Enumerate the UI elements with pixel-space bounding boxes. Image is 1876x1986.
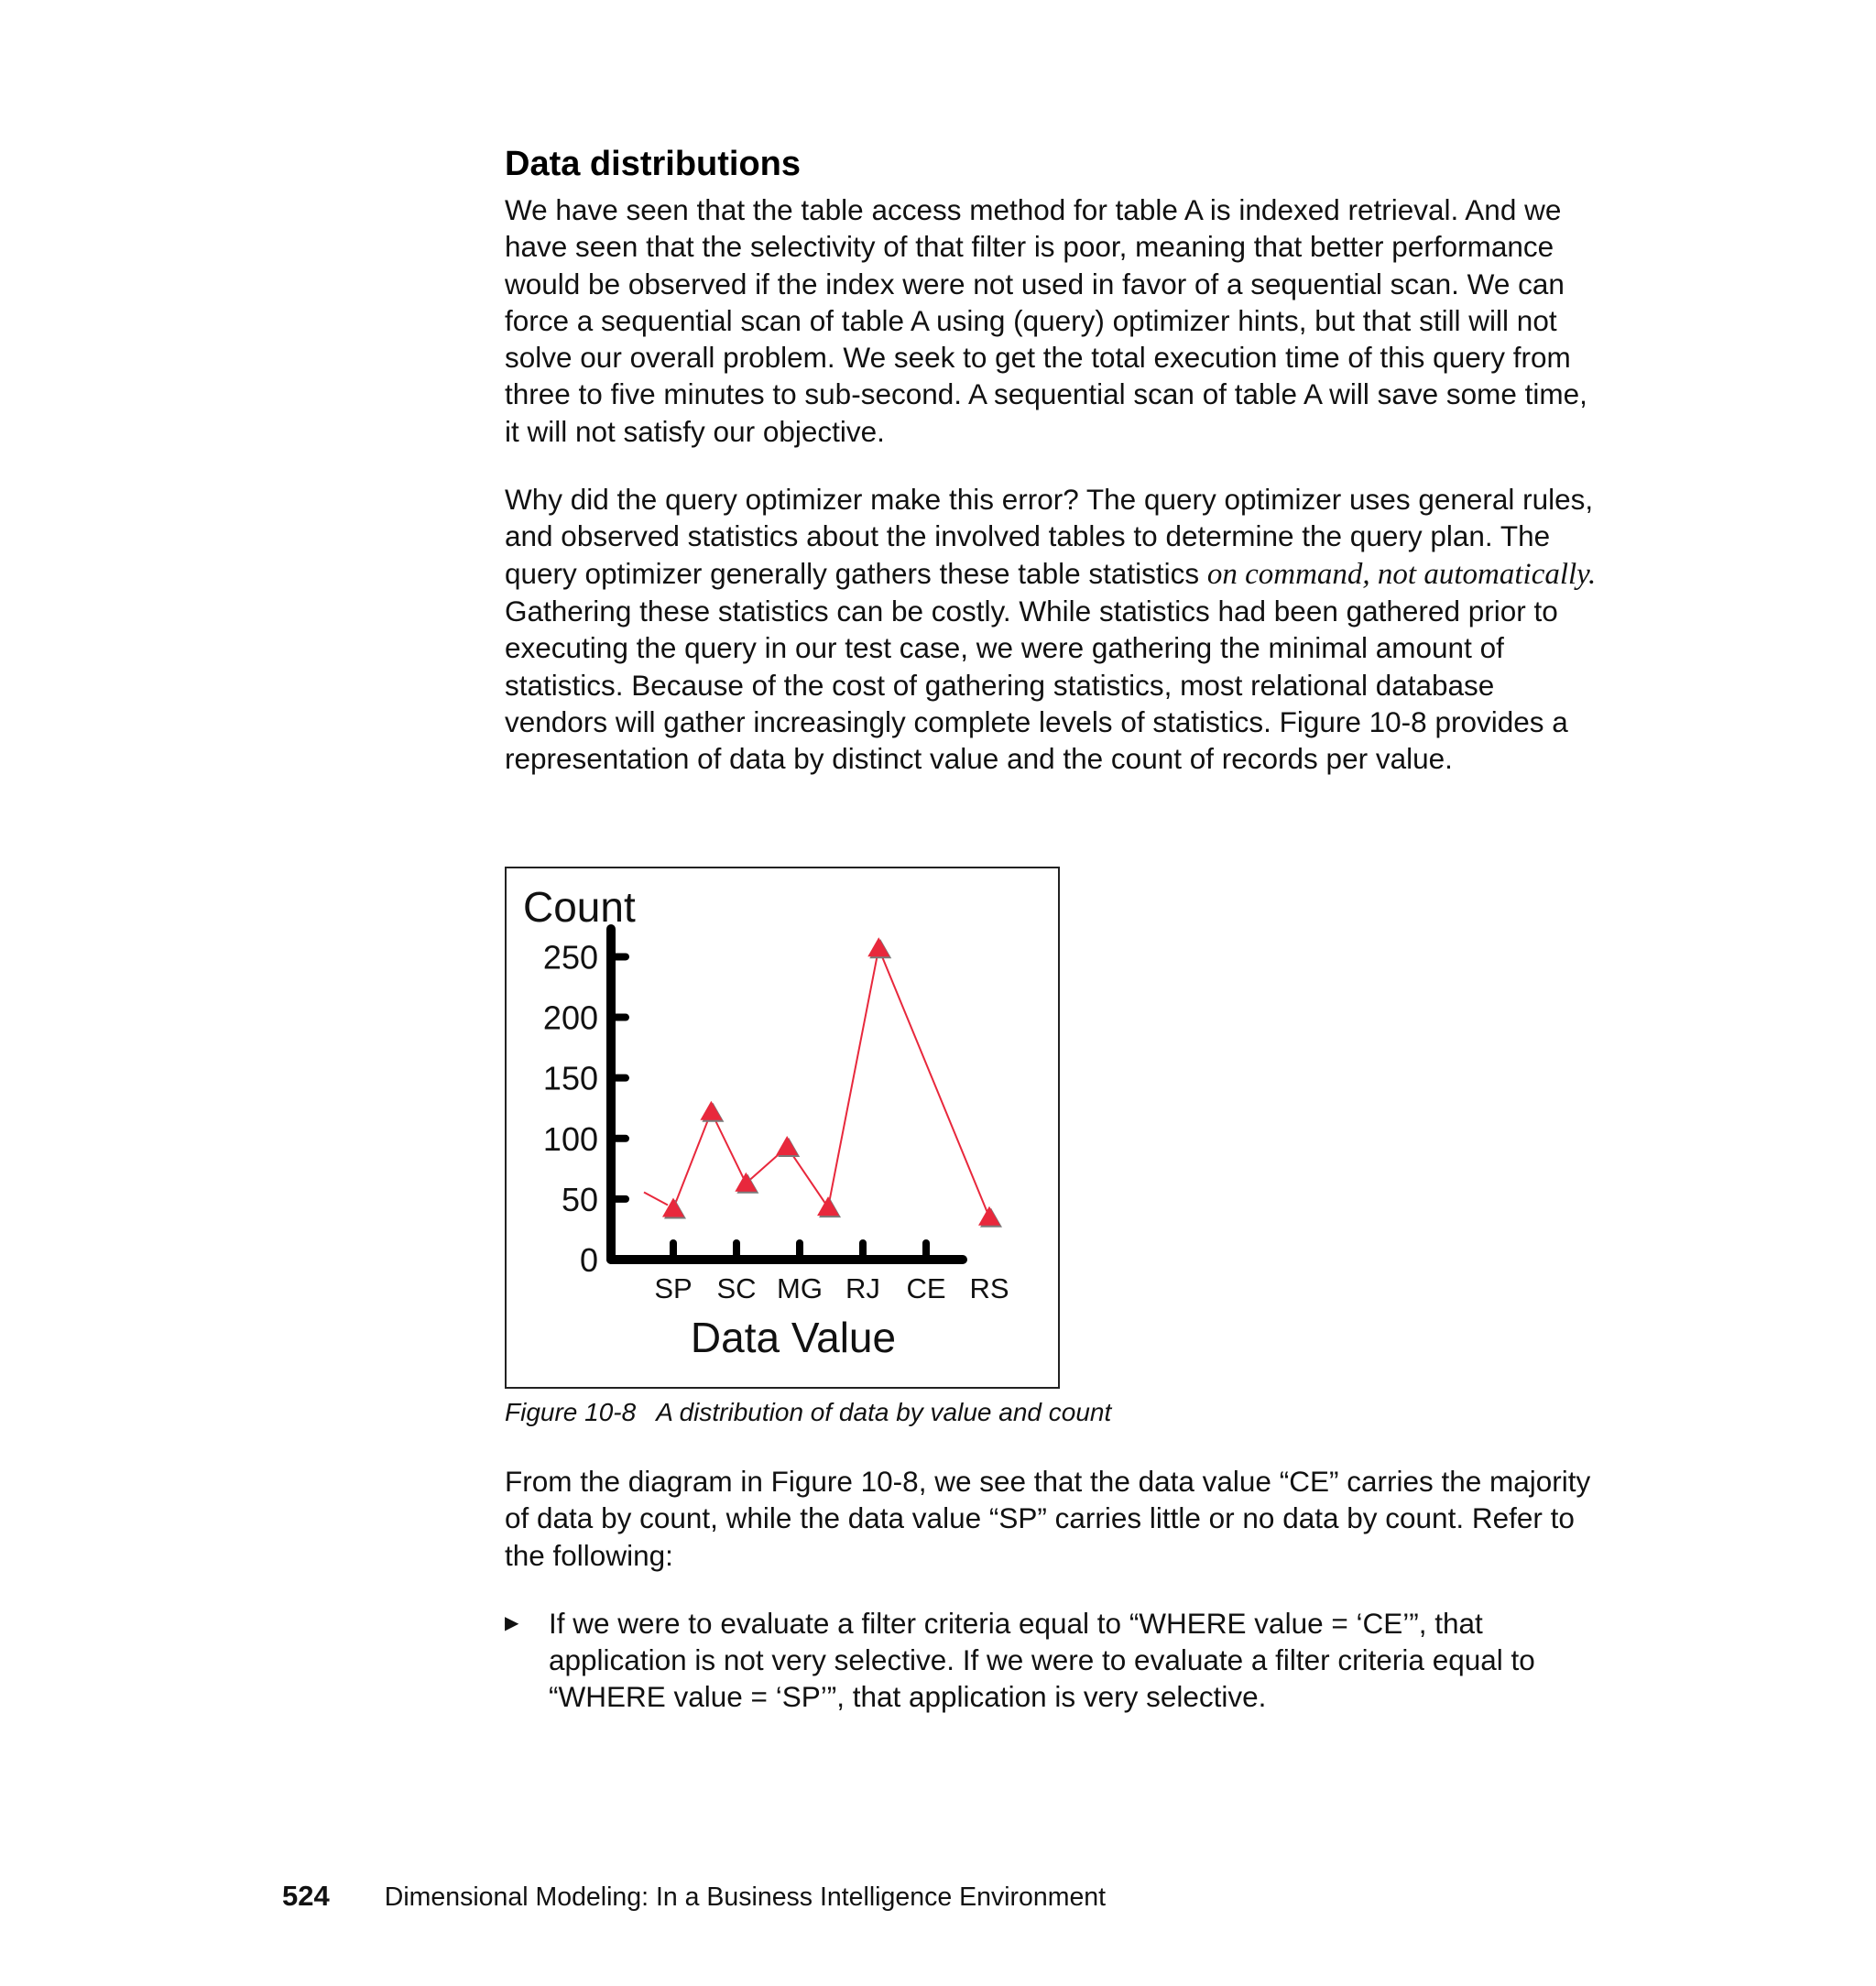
paragraph-2 bbox=[505, 481, 1604, 777]
triangle-bullet-icon: ▶ bbox=[505, 1612, 519, 1633]
after-figure-content bbox=[505, 1463, 1604, 1716]
y-tick-label: 200 bbox=[542, 998, 598, 1037]
x-tick-label: SP bbox=[654, 1272, 693, 1304]
paragraph-2-start: Why did the query optimizer make this error? The query optimizer uses general rules, and observed statistics about the involved tables to determine the query plan. The query optimizer generally gathers these table statistics bbox=[505, 483, 1594, 590]
distribution-chart bbox=[507, 868, 1058, 1387]
page-footer bbox=[282, 1880, 1106, 1913]
y-tick-label: 250 bbox=[542, 938, 598, 977]
paragraph-2-end: Gathering these statistics can be costly. While statistics had been gathered prior to executing the query in our test case, we were gathering the minimal amount of statistics. Because of the cost of gathering statistics, most relational database vendors will gather increasingly complete levels of statistics. Figure 10-8 provides a representation of data by distinct value and the count of records per value. bbox=[505, 594, 1568, 776]
data-point bbox=[700, 1101, 722, 1120]
data-point bbox=[817, 1196, 839, 1216]
data-point bbox=[978, 1206, 1000, 1226]
x-axis-ticks bbox=[654, 1243, 1009, 1304]
data-point bbox=[735, 1173, 757, 1192]
y-tick-label: 50 bbox=[561, 1180, 598, 1218]
chart-series bbox=[644, 937, 1002, 1228]
y-tick-label: 150 bbox=[542, 1059, 598, 1097]
main-content bbox=[505, 142, 1604, 808]
data-point bbox=[662, 1197, 684, 1217]
x-tick-label: RJ bbox=[845, 1272, 880, 1304]
data-point bbox=[776, 1136, 798, 1155]
figure-caption bbox=[505, 1398, 1111, 1427]
chart-axes bbox=[611, 929, 963, 1260]
x-axis-title: Data Value bbox=[690, 1314, 897, 1361]
paragraph-2-emphasis: on command, not automatically. bbox=[1206, 557, 1597, 591]
arrow-lead-line bbox=[644, 1192, 668, 1205]
bullet-text: If we were to evaluate a filter criteria equal to “WHERE value = ‘CE’”, that application is not very selective. If we were to evaluate a filter criteria equal to “WHERE value = ‘SP’”, that application is very selective. bbox=[549, 1606, 1535, 1714]
bullet-item bbox=[505, 1605, 1604, 1716]
y-tick-label: 0 bbox=[579, 1241, 598, 1279]
page-number: 524 bbox=[282, 1880, 330, 1912]
x-tick-label: SC bbox=[716, 1272, 757, 1304]
data-point bbox=[867, 937, 889, 956]
figure-caption-text: A distribution of data by value and count bbox=[656, 1398, 1112, 1426]
y-tick-label: 100 bbox=[542, 1119, 598, 1158]
paragraph-1: We have seen that the table access method for table A is indexed retrieval. And we have seen that the selectivity of that filter is poor, meaning that better performance would be observed if the index were not used in favor of a sequential scan. We can force a sequential scan of table A using (query) optimizer hints, but that still will not solve our overall problem. We seek to get the total execution time of this query from three to five minutes to sub-second. A sequential scan of table A will save some time, it will not satisfy our objective. bbox=[505, 193, 1587, 448]
x-tick-label: CE bbox=[906, 1272, 946, 1304]
figure-10-8 bbox=[505, 867, 1060, 1389]
paragraph-3: From the diagram in Figure 10-8, we see that the data value “CE” carries the majority of data by count, while the data value “SP” carries little or no data by count. Refer to the following: bbox=[505, 1465, 1591, 1572]
x-tick-label: MG bbox=[777, 1272, 823, 1304]
figure-number: Figure 10-8 bbox=[505, 1398, 637, 1426]
y-axis-title: Count bbox=[523, 883, 636, 931]
x-tick-label: RS bbox=[969, 1272, 1009, 1304]
book-title: Dimensional Modeling: In a Business Intelligence Environment bbox=[384, 1882, 1107, 1912]
section-heading: Data distributions bbox=[505, 145, 802, 183]
series-line bbox=[673, 948, 989, 1217]
